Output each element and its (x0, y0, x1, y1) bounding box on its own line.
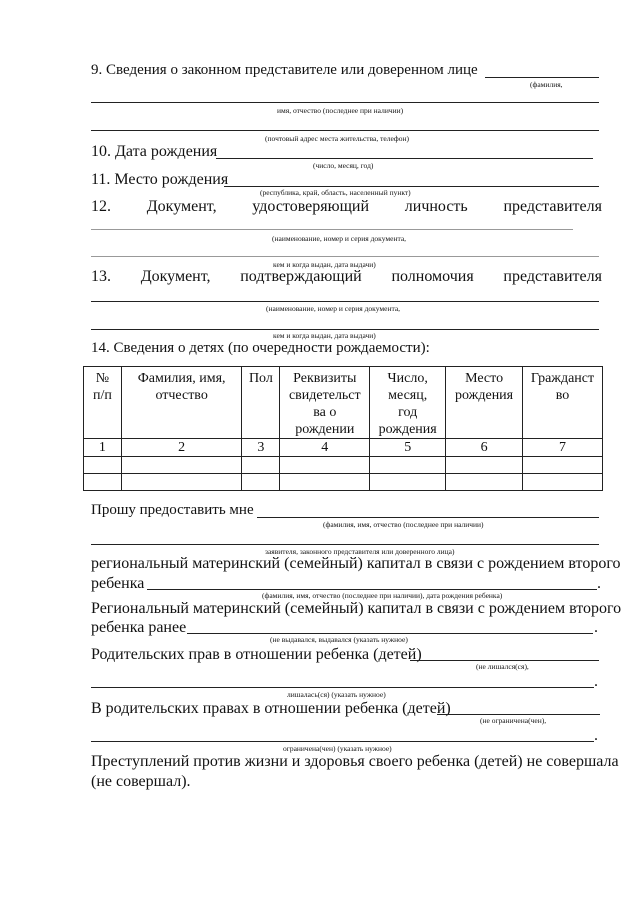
table-cell[interactable] (370, 457, 446, 474)
header-line: Место (465, 371, 504, 386)
caption-surname: (фамилия, (530, 80, 563, 89)
table-cell[interactable] (280, 457, 370, 474)
caption-deprived-1: (не лишался(ся), (476, 662, 529, 671)
section12-word: удостоверяющий (252, 198, 370, 215)
column-number: 7 (523, 439, 603, 457)
section13-word: подтверждающий (240, 268, 362, 285)
table-cell[interactable] (446, 474, 523, 491)
capital1-line1: региональный материнский (семейный) капитал в связи с рождением второго (91, 555, 621, 572)
header-line: п/п (92, 388, 112, 403)
col-header-certificate (280, 367, 370, 439)
table-cell[interactable] (242, 474, 280, 491)
table-number-row (84, 439, 603, 457)
authority-issued-field[interactable] (91, 329, 599, 330)
crimes-line1: Преступлений против жизни и здоровья своего ребенка (детей) не совершала (91, 753, 619, 770)
table-cell[interactable] (84, 457, 122, 474)
children-table (83, 366, 603, 491)
section12-word: представителя (503, 198, 602, 215)
caption-second-child: (фамилия, имя, отчество (последнее при наличии), дата рождения ребенка) (262, 591, 503, 600)
col-header-number (84, 367, 122, 439)
table-cell[interactable] (523, 457, 603, 474)
representative-address-field[interactable] (91, 130, 599, 131)
section11-label: 11. Место рождения (91, 171, 229, 188)
caption-name: имя, отчество (последнее при наличии) (277, 106, 404, 115)
col-header-birth-place (446, 367, 523, 439)
second-child-field[interactable] (147, 589, 597, 590)
header-line: Гражданст (530, 371, 595, 386)
header-line: рождения (455, 388, 514, 403)
deprived-field-1[interactable] (410, 660, 599, 661)
deprived-field-2[interactable] (91, 687, 594, 688)
section12-label (91, 198, 602, 216)
section13-word: полномочия (391, 268, 474, 285)
capital-issued-field[interactable] (187, 633, 593, 634)
header-line: Пол (248, 371, 273, 386)
col-header-fio (121, 367, 242, 439)
section12-word: Документ, (146, 198, 217, 215)
caption-authority-issued: кем и когда выдан, дата выдачи) (273, 331, 376, 340)
parental-rights-label: Родительских прав в отношении ребенка (детей) (91, 646, 422, 663)
col-header-citizenship (523, 367, 603, 439)
caption-identity-issued: кем и когда выдан, дата выдачи) (273, 260, 376, 269)
column-number: 4 (280, 439, 370, 457)
caption-authority-doc: (наименование, номер и серия документа, (266, 304, 401, 313)
header-line: во (555, 388, 570, 403)
col-header-sex (242, 367, 280, 439)
caption-request-fio: (фамилия, имя, отчество (последнее при наличии) (323, 520, 484, 529)
capital2-line1: Региональный материнский (семейный) капитал в связи с рождением второго (91, 600, 622, 617)
representative-surname-field[interactable] (485, 77, 599, 78)
identity-doc-field[interactable] (91, 229, 573, 230)
table-cell[interactable] (242, 457, 280, 474)
capital1-dot: . (597, 575, 601, 592)
column-number: 6 (446, 439, 523, 457)
capital2-line2: ребенка ранее (91, 619, 187, 636)
section12-word: личность (404, 198, 468, 215)
caption-deprived-2: лишалась(ся) (указать нужное) (287, 690, 386, 699)
caption-birth-place: (республика, край, область, населенный пункт) (260, 188, 411, 197)
table-cell[interactable] (121, 457, 242, 474)
table-cell[interactable] (370, 474, 446, 491)
table-header-row (84, 367, 603, 439)
caption-identity-doc: (наименование, номер и серия документа, (272, 234, 407, 243)
header-line: № (95, 371, 110, 386)
section13-word: представителя (503, 268, 602, 285)
parental-rights-dot: . (594, 673, 598, 690)
caption-request-applicant: заявителя, законного представителя или доверенного лица) (265, 547, 455, 556)
representative-name-field[interactable] (91, 102, 599, 103)
header-line: Реквизиты (293, 371, 357, 386)
section10-label: 10. Дата рождения (91, 143, 218, 160)
birth-date-field[interactable] (216, 158, 593, 159)
caption-address: (почтовый адрес места жительства, телефон) (265, 134, 409, 143)
column-number: 5 (370, 439, 446, 457)
table-row (84, 457, 603, 474)
authority-doc-field[interactable] (91, 301, 599, 302)
table-cell[interactable] (84, 474, 122, 491)
limited-rights-dot: . (594, 727, 598, 744)
section13-label (91, 268, 602, 286)
column-number: 3 (242, 439, 280, 457)
limited-rights-label: В родительских правах в отношении ребенка (детей) (91, 700, 451, 717)
capital2-dot: . (594, 619, 598, 636)
section9-label: 9. Сведения о законном представителе или доверенном лице (91, 62, 478, 78)
col-header-birth-date (370, 367, 446, 439)
header-line: Число, (387, 371, 428, 386)
capital1-line2: ребенка (91, 575, 145, 592)
table-cell[interactable] (523, 474, 603, 491)
limited-field-2[interactable] (91, 741, 594, 742)
header-line: свидетельст (288, 388, 361, 403)
column-number: 1 (84, 439, 122, 457)
request-fio-field[interactable] (257, 517, 599, 518)
request-applicant-field[interactable] (91, 544, 599, 545)
header-line: ва о (313, 405, 337, 420)
caption-birth-date: (число, месяц, год) (313, 161, 374, 170)
section14-label: 14. Сведения о детях (по очередности рождаемости): (91, 340, 430, 356)
header-line: месяц, (388, 388, 428, 403)
header-line: рождения (378, 422, 437, 437)
identity-issued-field[interactable] (91, 256, 599, 257)
header-line: рождении (295, 422, 355, 437)
section13-word: Документ, (140, 268, 211, 285)
table-cell[interactable] (280, 474, 370, 491)
section12-word: 12. (91, 198, 111, 215)
caption-limited-2: ограничена(чен) (указать нужное) (283, 744, 392, 753)
crimes-line2: (не совершал). (91, 773, 191, 790)
header-line: год (398, 405, 418, 420)
header-line: Фамилия, имя, (137, 371, 226, 386)
caption-capital-issued: (не выдавался, выдавался (указать нужное) (270, 635, 408, 644)
table-cell[interactable] (121, 474, 242, 491)
birth-place-field[interactable] (224, 186, 599, 187)
table-cell[interactable] (446, 457, 523, 474)
section13-word: 13. (91, 268, 111, 285)
caption-limited-1: (не ограничена(чен), (480, 716, 547, 725)
header-line: отчество (155, 388, 208, 403)
request-label: Прошу предоставить мне (91, 502, 254, 518)
column-number: 2 (121, 439, 242, 457)
limited-field-1[interactable] (437, 714, 600, 715)
table-row (84, 474, 603, 491)
